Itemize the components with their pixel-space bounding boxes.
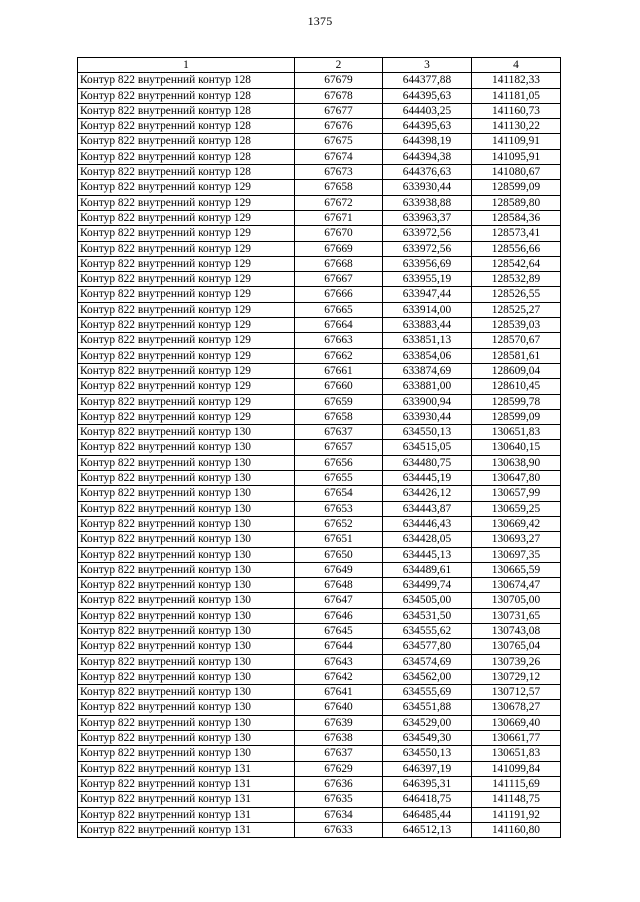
y-coordinate-cell: 141160,73 (472, 103, 561, 118)
contour-name-cell: Контур 822 внутренний контур 128 (78, 119, 295, 134)
point-number-cell: 67639 (295, 715, 383, 730)
table-row (78, 379, 561, 394)
contour-name-cell: Контур 822 внутренний контур 129 (78, 256, 295, 271)
column-header: 4 (472, 58, 561, 73)
table-row (78, 394, 561, 409)
contour-name-cell: Контур 822 внутренний контур 129 (78, 333, 295, 348)
contour-name-cell: Контур 822 внутренний контур 130 (78, 685, 295, 700)
point-number-cell: 67637 (295, 746, 383, 761)
table-row (78, 471, 561, 486)
y-coordinate-cell: 130669,40 (472, 715, 561, 730)
point-number-cell: 67635 (295, 792, 383, 807)
x-coordinate-cell: 633947,44 (383, 287, 472, 302)
table-row (78, 210, 561, 225)
table-row (78, 409, 561, 424)
x-coordinate-cell: 634551,88 (383, 700, 472, 715)
y-coordinate-cell: 130674,47 (472, 578, 561, 593)
table-row (78, 226, 561, 241)
y-coordinate-cell: 130712,57 (472, 685, 561, 700)
x-coordinate-cell: 633972,56 (383, 226, 472, 241)
contour-name-cell: Контур 822 внутренний контур 130 (78, 455, 295, 470)
x-coordinate-cell: 634445,13 (383, 547, 472, 562)
point-number-cell: 67644 (295, 639, 383, 654)
y-coordinate-cell: 141109,91 (472, 134, 561, 149)
x-coordinate-cell: 633972,56 (383, 241, 472, 256)
contour-name-cell: Контур 822 внутренний контур 128 (78, 134, 295, 149)
point-number-cell: 67673 (295, 165, 383, 180)
table-row (78, 256, 561, 271)
table-row (78, 700, 561, 715)
y-coordinate-cell: 128526,55 (472, 287, 561, 302)
x-coordinate-cell: 633930,44 (383, 180, 472, 195)
point-number-cell: 67642 (295, 669, 383, 684)
contour-name-cell: Контур 822 внутренний контур 131 (78, 761, 295, 776)
y-coordinate-cell: 130697,35 (472, 547, 561, 562)
contour-name-cell: Контур 822 внутренний контур 131 (78, 807, 295, 822)
x-coordinate-cell: 644395,63 (383, 119, 472, 134)
x-coordinate-cell: 634480,75 (383, 455, 472, 470)
point-number-cell: 67646 (295, 608, 383, 623)
contour-name-cell: Контур 822 внутренний контур 129 (78, 287, 295, 302)
table-row (78, 302, 561, 317)
column-header: 1 (78, 58, 295, 73)
y-coordinate-cell: 130651,83 (472, 746, 561, 761)
contour-name-cell: Контур 822 внутренний контур 130 (78, 731, 295, 746)
y-coordinate-cell: 130659,25 (472, 501, 561, 516)
point-number-cell: 67679 (295, 73, 383, 88)
point-number-cell: 67636 (295, 776, 383, 791)
point-number-cell: 67665 (295, 302, 383, 317)
point-number-cell: 67638 (295, 731, 383, 746)
table-row (78, 562, 561, 577)
x-coordinate-cell: 644376,63 (383, 165, 472, 180)
table-row (78, 516, 561, 531)
table-row (78, 180, 561, 195)
y-coordinate-cell: 128599,09 (472, 180, 561, 195)
y-coordinate-cell: 128599,09 (472, 409, 561, 424)
point-number-cell: 67678 (295, 88, 383, 103)
contour-name-cell: Контур 822 внутренний контур 130 (78, 746, 295, 761)
contour-name-cell: Контур 822 внутренний контур 129 (78, 363, 295, 378)
point-number-cell: 67651 (295, 532, 383, 547)
contour-name-cell: Контур 822 внутренний контур 130 (78, 501, 295, 516)
x-coordinate-cell: 633854,06 (383, 348, 472, 363)
y-coordinate-cell: 130678,27 (472, 700, 561, 715)
x-coordinate-cell: 633851,13 (383, 333, 472, 348)
y-coordinate-cell: 128609,04 (472, 363, 561, 378)
y-coordinate-cell: 141130,22 (472, 119, 561, 134)
point-number-cell: 67677 (295, 103, 383, 118)
contour-name-cell: Контур 822 внутренний контур 129 (78, 394, 295, 409)
table-row (78, 272, 561, 287)
x-coordinate-cell: 634443,87 (383, 501, 472, 516)
table-row (78, 165, 561, 180)
contour-name-cell: Контур 822 внутренний контур 130 (78, 623, 295, 638)
y-coordinate-cell: 128556,66 (472, 241, 561, 256)
x-coordinate-cell: 634426,12 (383, 486, 472, 501)
y-coordinate-cell: 130731,65 (472, 608, 561, 623)
contour-name-cell: Контур 822 внутренний контур 129 (78, 409, 295, 424)
table-row (78, 807, 561, 822)
y-coordinate-cell: 141148,75 (472, 792, 561, 807)
y-coordinate-cell: 141099,84 (472, 761, 561, 776)
y-coordinate-cell: 128542,64 (472, 256, 561, 271)
y-coordinate-cell: 141115,69 (472, 776, 561, 791)
point-number-cell: 67656 (295, 455, 383, 470)
contour-name-cell: Контур 822 внутренний контур 130 (78, 532, 295, 547)
y-coordinate-cell: 130651,83 (472, 425, 561, 440)
contour-name-cell: Контур 822 внутренний контур 130 (78, 608, 295, 623)
table-row (78, 287, 561, 302)
x-coordinate-cell: 644398,19 (383, 134, 472, 149)
table-row (78, 455, 561, 470)
contour-name-cell: Контур 822 внутренний контур 131 (78, 776, 295, 791)
contour-name-cell: Контур 822 внутренний контур 129 (78, 226, 295, 241)
point-number-cell: 67653 (295, 501, 383, 516)
point-number-cell: 67659 (295, 394, 383, 409)
table-row (78, 792, 561, 807)
x-coordinate-cell: 633883,44 (383, 318, 472, 333)
x-coordinate-cell: 646512,13 (383, 822, 472, 837)
y-coordinate-cell: 130647,80 (472, 471, 561, 486)
point-number-cell: 67649 (295, 562, 383, 577)
contour-name-cell: Контур 822 внутренний контур 128 (78, 149, 295, 164)
contour-name-cell: Контур 822 внутренний контур 130 (78, 486, 295, 501)
y-coordinate-cell: 141191,92 (472, 807, 561, 822)
table-row (78, 333, 561, 348)
table-row (78, 593, 561, 608)
x-coordinate-cell: 633914,00 (383, 302, 472, 317)
table-row (78, 532, 561, 547)
contour-name-cell: Контур 822 внутренний контур 130 (78, 425, 295, 440)
table-row (78, 669, 561, 684)
contour-name-cell: Контур 822 внутренний контур 128 (78, 88, 295, 103)
x-coordinate-cell: 634446,43 (383, 516, 472, 531)
point-number-cell: 67634 (295, 807, 383, 822)
contour-name-cell: Контур 822 внутренний контур 129 (78, 379, 295, 394)
point-number-cell: 67657 (295, 440, 383, 455)
table-row (78, 149, 561, 164)
point-number-cell: 67647 (295, 593, 383, 608)
contour-name-cell: Контур 822 внутренний контур 130 (78, 715, 295, 730)
x-coordinate-cell: 644403,25 (383, 103, 472, 118)
contour-name-cell: Контур 822 внутренний контур 130 (78, 700, 295, 715)
table-row (78, 195, 561, 210)
table-row (78, 578, 561, 593)
contour-name-cell: Контур 822 внутренний контур 131 (78, 822, 295, 837)
table-row (78, 103, 561, 118)
y-coordinate-cell: 130739,26 (472, 654, 561, 669)
x-coordinate-cell: 633955,19 (383, 272, 472, 287)
x-coordinate-cell: 633956,69 (383, 256, 472, 271)
table-row (78, 715, 561, 730)
table-body (78, 73, 561, 838)
point-number-cell: 67664 (295, 318, 383, 333)
y-coordinate-cell: 130705,00 (472, 593, 561, 608)
y-coordinate-cell: 128610,45 (472, 379, 561, 394)
table-row (78, 623, 561, 638)
x-coordinate-cell: 634555,62 (383, 623, 472, 638)
y-coordinate-cell: 130665,59 (472, 562, 561, 577)
x-coordinate-cell: 633930,44 (383, 409, 472, 424)
x-coordinate-cell: 633881,00 (383, 379, 472, 394)
y-coordinate-cell: 128589,80 (472, 195, 561, 210)
contour-name-cell: Контур 822 внутренний контур 129 (78, 210, 295, 225)
x-coordinate-cell: 634562,00 (383, 669, 472, 684)
y-coordinate-cell: 141095,91 (472, 149, 561, 164)
y-coordinate-cell: 128525,27 (472, 302, 561, 317)
point-number-cell: 67658 (295, 180, 383, 195)
point-number-cell: 67654 (295, 486, 383, 501)
table-row (78, 547, 561, 562)
table-row (78, 685, 561, 700)
x-coordinate-cell: 633900,94 (383, 394, 472, 409)
point-number-cell: 67633 (295, 822, 383, 837)
point-number-cell: 67662 (295, 348, 383, 363)
point-number-cell: 67655 (295, 471, 383, 486)
x-coordinate-cell: 646395,31 (383, 776, 472, 791)
y-coordinate-cell: 130661,77 (472, 731, 561, 746)
table-row (78, 318, 561, 333)
x-coordinate-cell: 633938,88 (383, 195, 472, 210)
y-coordinate-cell: 128581,61 (472, 348, 561, 363)
point-number-cell: 67667 (295, 272, 383, 287)
contour-name-cell: Контур 822 внутренний контур 130 (78, 578, 295, 593)
y-coordinate-cell: 128570,67 (472, 333, 561, 348)
table-row (78, 746, 561, 761)
x-coordinate-cell: 634531,50 (383, 608, 472, 623)
page-number: 1375 (307, 14, 333, 28)
x-coordinate-cell: 634499,74 (383, 578, 472, 593)
x-coordinate-cell: 646418,75 (383, 792, 472, 807)
x-coordinate-cell: 634550,13 (383, 746, 472, 761)
table-row (78, 348, 561, 363)
contour-name-cell: Контур 822 внутренний контур 130 (78, 562, 295, 577)
y-coordinate-cell: 130657,99 (472, 486, 561, 501)
x-coordinate-cell: 644377,88 (383, 73, 472, 88)
x-coordinate-cell: 634574,69 (383, 654, 472, 669)
table-row (78, 639, 561, 654)
table-row (78, 425, 561, 440)
table-row (78, 776, 561, 791)
x-coordinate-cell: 634550,13 (383, 425, 472, 440)
contour-name-cell: Контур 822 внутренний контур 130 (78, 654, 295, 669)
x-coordinate-cell: 633874,69 (383, 363, 472, 378)
point-number-cell: 67670 (295, 226, 383, 241)
y-coordinate-cell: 130693,27 (472, 532, 561, 547)
x-coordinate-cell: 644394,38 (383, 149, 472, 164)
contour-name-cell: Контур 822 внутренний контур 131 (78, 792, 295, 807)
contour-name-cell: Контур 822 внутренний контур 130 (78, 669, 295, 684)
table-row (78, 654, 561, 669)
y-coordinate-cell: 128599,78 (472, 394, 561, 409)
point-number-cell: 67666 (295, 287, 383, 302)
point-number-cell: 67629 (295, 761, 383, 776)
table-row (78, 134, 561, 149)
table-row (78, 761, 561, 776)
contour-name-cell: Контур 822 внутренний контур 130 (78, 440, 295, 455)
point-number-cell: 67661 (295, 363, 383, 378)
x-coordinate-cell: 634577,80 (383, 639, 472, 654)
coordinates-table (77, 57, 561, 838)
contour-name-cell: Контур 822 внутренний контур 129 (78, 302, 295, 317)
x-coordinate-cell: 634555,69 (383, 685, 472, 700)
point-number-cell: 67637 (295, 425, 383, 440)
y-coordinate-cell: 128573,41 (472, 226, 561, 241)
x-coordinate-cell: 634505,00 (383, 593, 472, 608)
contour-name-cell: Контур 822 внутренний контур 129 (78, 318, 295, 333)
contour-name-cell: Контур 822 внутренний контур 130 (78, 471, 295, 486)
x-coordinate-cell: 634549,30 (383, 731, 472, 746)
y-coordinate-cell: 128532,89 (472, 272, 561, 287)
point-number-cell: 67675 (295, 134, 383, 149)
table-row (78, 731, 561, 746)
y-coordinate-cell: 141080,67 (472, 165, 561, 180)
y-coordinate-cell: 141181,05 (472, 88, 561, 103)
x-coordinate-cell: 633963,37 (383, 210, 472, 225)
table-row (78, 501, 561, 516)
point-number-cell: 67650 (295, 547, 383, 562)
contour-name-cell: Контур 822 внутренний контур 129 (78, 241, 295, 256)
table-row (78, 73, 561, 88)
x-coordinate-cell: 634428,05 (383, 532, 472, 547)
table-row (78, 822, 561, 837)
point-number-cell: 67672 (295, 195, 383, 210)
x-coordinate-cell: 634529,00 (383, 715, 472, 730)
y-coordinate-cell: 141160,80 (472, 822, 561, 837)
point-number-cell: 67669 (295, 241, 383, 256)
contour-name-cell: Контур 822 внутренний контур 129 (78, 195, 295, 210)
point-number-cell: 67658 (295, 409, 383, 424)
point-number-cell: 67671 (295, 210, 383, 225)
y-coordinate-cell: 128584,36 (472, 210, 561, 225)
contour-name-cell: Контур 822 внутренний контур 129 (78, 272, 295, 287)
y-coordinate-cell: 141182,33 (472, 73, 561, 88)
table-row (78, 363, 561, 378)
point-number-cell: 67668 (295, 256, 383, 271)
table-row (78, 486, 561, 501)
y-coordinate-cell: 130765,04 (472, 639, 561, 654)
column-header: 2 (295, 58, 383, 73)
point-number-cell: 67643 (295, 654, 383, 669)
x-coordinate-cell: 634515,05 (383, 440, 472, 455)
y-coordinate-cell: 130669,42 (472, 516, 561, 531)
contour-name-cell: Контур 822 внутренний контур 129 (78, 180, 295, 195)
contour-name-cell: Контур 822 внутренний контур 130 (78, 639, 295, 654)
contour-name-cell: Контур 822 внутренний контур 128 (78, 103, 295, 118)
point-number-cell: 67660 (295, 379, 383, 394)
point-number-cell: 67648 (295, 578, 383, 593)
y-coordinate-cell: 130743,08 (472, 623, 561, 638)
table-row (78, 88, 561, 103)
contour-name-cell: Контур 822 внутренний контур 130 (78, 547, 295, 562)
point-number-cell: 67663 (295, 333, 383, 348)
x-coordinate-cell: 646485,44 (383, 807, 472, 822)
table-row (78, 241, 561, 256)
header-row (78, 58, 561, 73)
y-coordinate-cell: 130729,12 (472, 669, 561, 684)
y-coordinate-cell: 130640,15 (472, 440, 561, 455)
point-number-cell: 67645 (295, 623, 383, 638)
contour-name-cell: Контур 822 внутренний контур 128 (78, 73, 295, 88)
contour-name-cell: Контур 822 внутренний контур 130 (78, 516, 295, 531)
contour-name-cell: Контур 822 внутренний контур 130 (78, 593, 295, 608)
y-coordinate-cell: 128539,03 (472, 318, 561, 333)
contour-name-cell: Контур 822 внутренний контур 128 (78, 165, 295, 180)
point-number-cell: 67652 (295, 516, 383, 531)
table-row (78, 119, 561, 134)
x-coordinate-cell: 634445,19 (383, 471, 472, 486)
table-row (78, 608, 561, 623)
x-coordinate-cell: 644395,63 (383, 88, 472, 103)
x-coordinate-cell: 646397,19 (383, 761, 472, 776)
y-coordinate-cell: 130638,90 (472, 455, 561, 470)
point-number-cell: 67641 (295, 685, 383, 700)
contour-name-cell: Контур 822 внутренний контур 129 (78, 348, 295, 363)
x-coordinate-cell: 634489,61 (383, 562, 472, 577)
point-number-cell: 67674 (295, 149, 383, 164)
point-number-cell: 67640 (295, 700, 383, 715)
column-header: 3 (383, 58, 472, 73)
point-number-cell: 67676 (295, 119, 383, 134)
table-row (78, 440, 561, 455)
